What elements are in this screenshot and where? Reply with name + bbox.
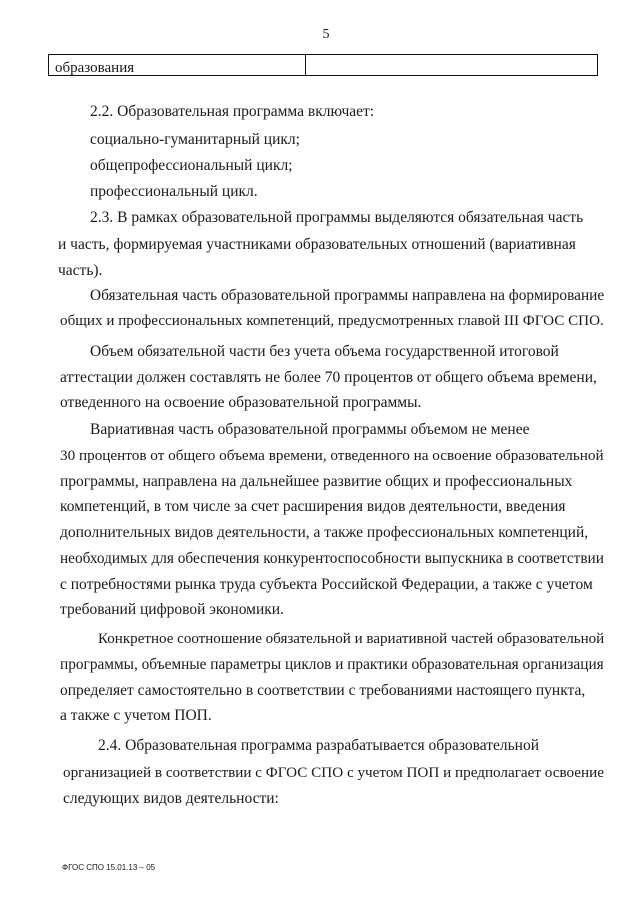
list-item: профессиональный цикл.	[90, 183, 258, 200]
mandatory-para-line-1: Обязательная часть образовательной программы направлена на формирование	[90, 287, 605, 304]
section-2-4-line-1: 2.4. Образовательная программа разрабатывается образовательной	[98, 737, 539, 754]
mandatory-para-line-2: общих и профессиональных компетенций, предусмотренных главой III ФГОС СПО.	[60, 313, 604, 329]
variative-para-line-3: программы, направлена на дальнейшее развитие общих и профессиональных	[60, 473, 573, 490]
document-footer: ФГОС СПО 15.01.13 – 05	[62, 863, 156, 872]
variative-para-line-4: компетенций, в том числе за счет расширения видов деятельности, введения	[60, 498, 566, 515]
volume-para-line-1: Объем обязательной части без учета объема государственной итоговой	[90, 343, 559, 360]
variative-para-line-2: 30 процентов от общего объема времени, отведенного на освоение образовательной	[60, 447, 604, 464]
variative-para-line-1: Вариативная часть образовательной программы объемом не менее	[90, 421, 530, 438]
table-cell-left: образования	[49, 55, 306, 75]
section-2-3-line-2: и часть, формируемая участниками образовательных отношений (вариативная	[58, 236, 576, 253]
ratio-para-line-3: определяет самостоятельно в соответствии с требованиями настоящего пункта,	[60, 682, 586, 699]
table-cell-right	[306, 55, 597, 75]
ratio-para-line-2: программы, объемные параметры циклов и практики образовательная организация	[60, 656, 604, 673]
section-2-4-line-2: организацией в соответствии с ФГОС СПО с учетом ПОП и предполагает освоение	[63, 764, 604, 781]
ratio-para-line-4: а также с учетом ПОП.	[60, 707, 212, 724]
variative-para-line-8: требований цифровой экономики.	[60, 601, 284, 618]
continued-table-row	[48, 54, 598, 76]
section-2-3-line-3: часть).	[58, 262, 103, 279]
page-number: 5	[322, 27, 330, 42]
volume-para-line-3: отведенного на освоение образовательной программы.	[60, 394, 422, 411]
section-2-2-heading: 2.2. Образовательная программа включает:	[90, 103, 375, 120]
variative-para-line-7: с потребностями рынка труда субъекта Российской Федерации, а также с учетом	[60, 576, 593, 593]
variative-para-line-5: дополнительных видов деятельности, а также профессиональных компетенций,	[60, 524, 589, 541]
section-2-3-line-1: 2.3. В рамках образовательной программы выделяются обязательная часть	[90, 209, 584, 226]
section-2-4-line-3: следующих видов деятельности:	[63, 790, 279, 807]
list-item: общепрофессиональный цикл;	[90, 157, 293, 174]
variative-para-line-6: необходимых для обеспечения конкурентоспособности выпускника в соответствии	[60, 550, 604, 567]
list-item: социально-гуманитарный цикл;	[90, 131, 300, 148]
ratio-para-line-1: Конкретное соотношение обязательной и вариативной частей образовательной	[98, 631, 605, 647]
volume-para-line-2: аттестации должен составлять не более 70 процентов от общего объема времени,	[60, 369, 597, 386]
